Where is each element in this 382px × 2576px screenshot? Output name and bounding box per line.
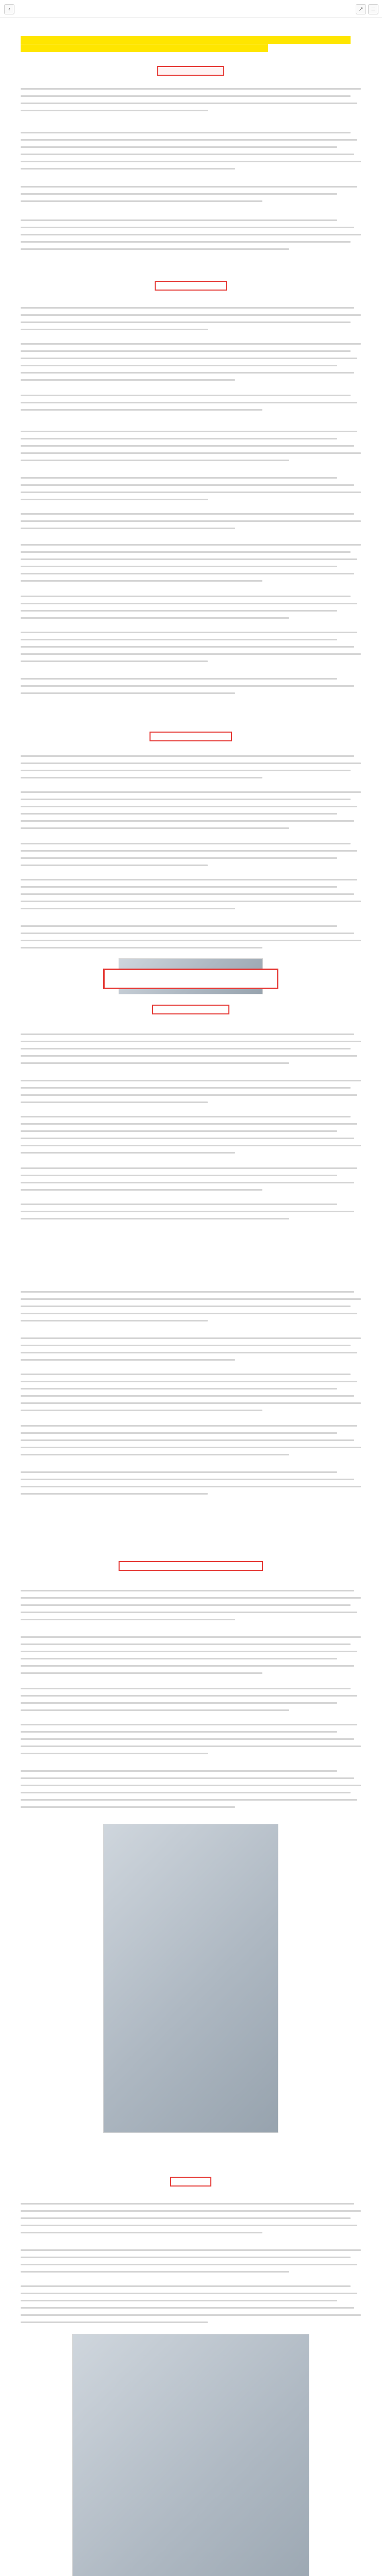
text-line	[21, 617, 289, 619]
text-line	[21, 1211, 354, 1212]
text-line	[21, 484, 354, 486]
text-line	[21, 477, 337, 479]
text-line	[21, 1145, 361, 1146]
body-paragraph	[21, 1334, 361, 1363]
body-paragraph	[21, 428, 361, 464]
text-line	[21, 639, 337, 640]
text-line	[21, 1612, 357, 1613]
text-line	[21, 755, 354, 757]
text-line	[21, 1724, 357, 1725]
text-line	[21, 2257, 351, 2258]
text-line	[21, 857, 337, 859]
text-line	[21, 893, 354, 895]
text-line	[21, 646, 354, 648]
text-line	[21, 1425, 357, 1427]
article-photo	[103, 1824, 278, 2133]
body-paragraph	[21, 788, 361, 832]
body-paragraph	[21, 510, 361, 532]
text-line	[21, 358, 357, 359]
text-line	[21, 2314, 361, 2316]
body-paragraph	[21, 1030, 361, 1066]
text-line	[21, 1345, 351, 1346]
text-line	[21, 1493, 208, 1495]
body-paragraph	[21, 1633, 361, 1676]
text-line	[21, 168, 235, 170]
text-line	[21, 1439, 354, 1441]
text-line	[21, 610, 337, 612]
intro-highlight-line	[21, 36, 351, 44]
text-line	[21, 343, 361, 345]
text-line	[21, 580, 262, 582]
text-line	[21, 1123, 357, 1125]
body-paragraph	[21, 1288, 361, 1324]
text-line	[21, 2293, 357, 2294]
body-paragraph	[21, 1721, 361, 1757]
text-line	[21, 925, 337, 927]
text-line	[21, 241, 351, 243]
back-icon[interactable]: ‹	[4, 4, 14, 14]
text-line	[21, 1352, 357, 1353]
article-photo	[72, 2334, 309, 2576]
text-line	[21, 1298, 361, 1300]
text-line	[21, 513, 354, 515]
body-paragraph	[21, 1587, 361, 1623]
text-line	[21, 1785, 361, 1786]
photo-caption	[119, 996, 262, 1003]
text-line	[21, 799, 351, 800]
text-line	[21, 1388, 337, 1389]
text-line	[21, 685, 354, 687]
section-heading	[157, 66, 224, 76]
text-line	[21, 1486, 361, 1487]
text-line	[21, 1080, 361, 1081]
text-line	[21, 1395, 354, 1397]
body-paragraph	[21, 1200, 361, 1222]
text-line	[21, 1410, 262, 1411]
text-line	[21, 445, 354, 447]
text-line	[21, 402, 357, 403]
photo-caption	[104, 2134, 278, 2142]
text-line	[21, 193, 337, 195]
menu-icon[interactable]: ≡	[368, 4, 378, 14]
text-line	[21, 1777, 354, 1779]
text-line	[21, 1738, 354, 1740]
text-line	[21, 843, 351, 844]
body-paragraph	[21, 1422, 361, 1458]
text-line	[21, 573, 354, 574]
body-paragraph	[21, 304, 361, 333]
body-paragraph	[21, 2282, 361, 2326]
text-line	[21, 154, 354, 155]
text-line	[21, 492, 361, 493]
text-line	[21, 95, 351, 97]
text-line	[21, 329, 208, 330]
body-paragraph	[21, 922, 361, 951]
text-line	[21, 1709, 289, 1711]
text-line	[21, 438, 337, 439]
text-line	[21, 850, 357, 852]
text-line	[21, 558, 357, 560]
text-line	[21, 653, 361, 655]
text-line	[21, 1590, 354, 1591]
body-paragraph	[21, 2200, 361, 2236]
text-line	[21, 2271, 289, 2273]
text-line	[21, 1320, 208, 1321]
text-line	[21, 2203, 354, 2205]
text-line	[21, 1658, 337, 1659]
text-line	[21, 1381, 357, 1382]
body-paragraph	[21, 876, 361, 912]
text-line	[21, 1695, 357, 1697]
text-line	[21, 365, 337, 366]
text-line	[21, 1087, 351, 1089]
text-line	[21, 777, 262, 778]
body-paragraph	[21, 474, 361, 503]
text-line	[21, 1432, 337, 1434]
body-paragraph	[21, 629, 361, 665]
text-line	[21, 1094, 357, 1096]
text-line	[21, 234, 361, 235]
text-line	[21, 1152, 235, 1154]
text-line	[21, 1745, 361, 1747]
section-heading	[155, 281, 227, 291]
section-heading	[150, 732, 232, 741]
text-line	[21, 372, 354, 374]
text-line	[21, 2321, 208, 2323]
text-line	[21, 940, 361, 941]
text-line	[21, 1731, 337, 1733]
text-line	[21, 1182, 354, 1183]
text-line	[21, 827, 289, 829]
body-paragraph	[21, 1767, 361, 1810]
text-line	[21, 1643, 351, 1645]
text-line	[21, 886, 337, 888]
text-line	[21, 379, 235, 381]
body-paragraph	[21, 392, 361, 413]
text-line	[21, 1597, 361, 1599]
text-line	[21, 770, 351, 771]
text-line	[21, 103, 357, 104]
intro-highlight-line	[21, 44, 268, 52]
text-line	[21, 1374, 351, 1375]
share-icon[interactable]: ↗	[356, 4, 366, 14]
text-line	[21, 227, 354, 228]
text-line	[21, 2225, 357, 2226]
text-line	[21, 314, 361, 316]
text-line	[21, 1688, 351, 1689]
text-line	[21, 1041, 361, 1042]
text-line	[21, 2217, 351, 2219]
text-line	[21, 1636, 361, 1638]
text-line	[21, 1454, 289, 1455]
text-line	[21, 132, 351, 133]
text-line	[21, 219, 337, 221]
text-line	[21, 806, 357, 807]
text-line	[21, 1291, 354, 1293]
text-line	[21, 499, 208, 500]
text-line	[21, 865, 208, 866]
text-line	[21, 452, 361, 454]
text-line	[21, 1055, 357, 1057]
text-line	[21, 528, 235, 529]
callout-box	[103, 969, 278, 989]
text-line	[21, 1479, 354, 1480]
text-line	[21, 321, 351, 323]
text-line	[21, 566, 337, 567]
intro-highlight-text	[21, 36, 351, 44]
text-line	[21, 1753, 208, 1754]
text-line	[21, 1204, 337, 1205]
text-line	[21, 544, 361, 546]
text-line	[21, 1116, 351, 1117]
text-line	[21, 1062, 289, 1064]
text-line	[21, 2307, 354, 2309]
text-line	[21, 1619, 235, 1620]
text-line	[21, 908, 235, 909]
text-line	[21, 1604, 351, 1606]
text-line	[21, 520, 361, 522]
body-paragraph	[21, 1077, 361, 1106]
text-line	[21, 879, 357, 880]
text-line	[21, 88, 361, 90]
body-paragraph	[21, 1468, 361, 1497]
body-paragraph	[21, 129, 361, 172]
body-paragraph	[21, 216, 361, 252]
text-line	[21, 186, 357, 188]
section-heading	[152, 1005, 229, 1014]
text-line	[21, 1138, 354, 1139]
text-line	[21, 1651, 357, 1652]
body-paragraph	[21, 2246, 361, 2275]
text-line	[21, 1313, 357, 1314]
text-line	[21, 1189, 262, 1191]
text-line	[21, 146, 337, 148]
text-line	[21, 1033, 354, 1035]
text-line	[21, 813, 337, 815]
body-paragraph	[21, 541, 361, 584]
text-line	[21, 1402, 361, 1404]
text-line	[21, 1792, 351, 1793]
text-line	[21, 1337, 361, 1339]
text-line	[21, 307, 354, 309]
body-paragraph	[21, 340, 361, 383]
text-line	[21, 2264, 357, 2265]
section-heading	[119, 1561, 263, 1571]
text-line	[21, 460, 289, 461]
text-line	[21, 1359, 235, 1361]
text-line	[21, 1175, 337, 1176]
text-line	[21, 1770, 337, 1772]
text-line	[21, 1306, 351, 1307]
text-line	[21, 1799, 357, 1801]
text-line	[21, 1806, 235, 1808]
text-line	[21, 947, 262, 948]
text-line	[21, 901, 361, 902]
text-line	[21, 409, 262, 411]
text-line	[21, 762, 361, 764]
text-line	[21, 632, 357, 633]
text-line	[21, 1665, 354, 1667]
text-line	[21, 2285, 351, 2287]
body-paragraph	[21, 675, 361, 697]
body-paragraph	[21, 183, 361, 205]
text-line	[21, 1167, 357, 1169]
body-paragraph	[21, 1113, 361, 1156]
text-line	[21, 820, 354, 822]
text-line	[21, 933, 354, 934]
body-paragraph	[21, 1164, 361, 1193]
text-line	[21, 1672, 262, 1674]
text-line	[21, 551, 351, 553]
intro-highlight-text	[21, 44, 268, 52]
text-line	[21, 2210, 361, 2212]
text-line	[21, 660, 208, 662]
text-line	[21, 791, 361, 793]
body-paragraph	[21, 592, 361, 621]
body-paragraph	[21, 840, 361, 869]
text-line	[21, 1130, 337, 1132]
text-line	[21, 110, 208, 111]
text-line	[21, 1471, 337, 1473]
text-line	[21, 1101, 208, 1103]
text-line	[21, 2300, 337, 2301]
text-line	[21, 2232, 262, 2233]
text-line	[21, 1218, 289, 1219]
text-line	[21, 603, 357, 604]
body-paragraph	[21, 1370, 361, 1414]
text-line	[21, 678, 337, 680]
text-line	[21, 395, 351, 396]
text-line	[21, 692, 235, 694]
text-line	[21, 1702, 337, 1704]
text-line	[21, 1048, 351, 1049]
text-line	[21, 139, 357, 141]
text-line	[21, 248, 289, 250]
text-line	[21, 200, 262, 202]
body-paragraph	[21, 752, 361, 781]
text-line	[21, 161, 361, 162]
text-line	[21, 350, 351, 352]
body-paragraph	[21, 85, 361, 114]
text-line	[21, 1447, 361, 1448]
section-heading	[170, 2177, 211, 2187]
body-paragraph	[21, 1685, 361, 1714]
text-line	[21, 431, 357, 432]
text-line	[21, 2249, 361, 2251]
text-line	[21, 596, 351, 597]
